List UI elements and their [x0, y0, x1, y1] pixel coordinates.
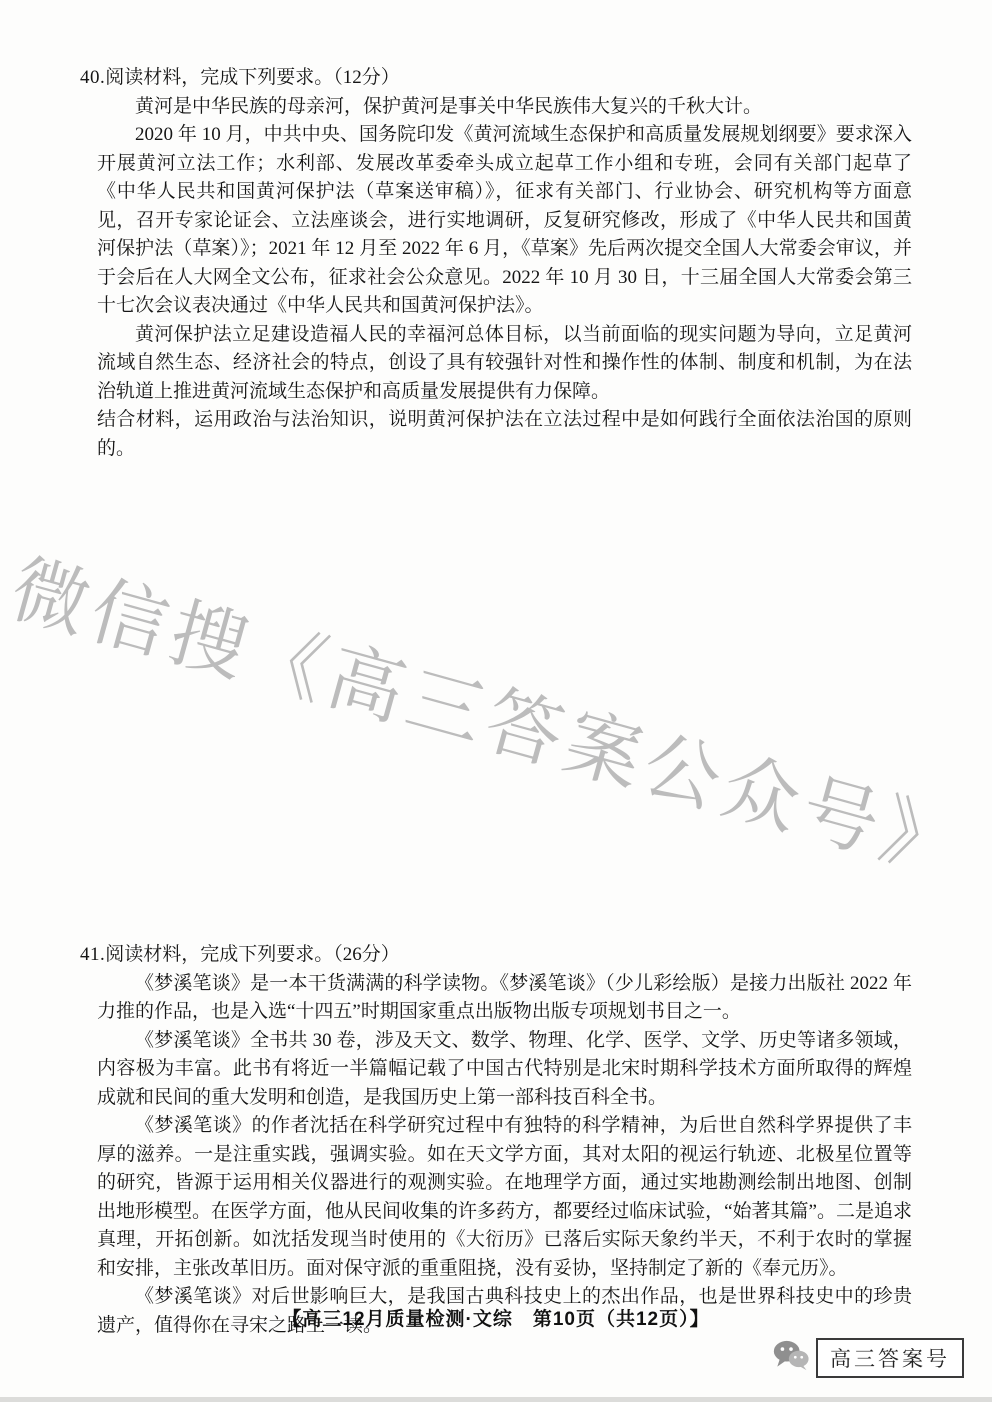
- page-content: [80, 64, 912, 1340]
- question-41: [80, 941, 912, 1340]
- question-40-title: 阅读材料，完成下列要求。（12分）: [105, 67, 400, 88]
- wechat-icon: [773, 1340, 809, 1376]
- question-40-task: 结合材料，运用政治与法治知识，说明黄河保护法在立法过程中是如何践行全面依法治国的原则的。: [97, 409, 912, 459]
- question-41-paragraph: 《梦溪笔谈》对后世影响巨大，是我国古典科技史上的杰出作品，也是世界科技史中的珍贵遗产，值得你在寻宋之路上一读。: [97, 1286, 912, 1336]
- question-41-paragraph: 《梦溪笔谈》的作者沈括在科学研究过程中有独特的科学精神，为后世自然科学界提供了丰厚的滋养。一是注重实践，强调实验。如在天文学方面，其对太阳的视运行轨迹、北极星位置等的研究，皆源于运用相关仪器进行的观测实验。在地理学方面，通过实地勘测绘制出地图、创制出地形模型。在医学方面，他从民间收集的许多药方，都要经过临床试验，“始著其篇”。二是追求真理，开拓创新。如沈括发现当时使用的《大衍历》已落后实际天象约半天，不利于农时的掌握和安排，主张改革旧历。面对保守派的重重阻挠，没有妥协，坚持制定了新的《奉元历》。: [97, 1115, 912, 1279]
- question-41-title: 阅读材料，完成下列要求。（26分）: [105, 944, 400, 965]
- question-40-paragraph: 黄河保护法立足建设造福人民的幸福河总体目标，以当前面临的现实问题为导向，立足黄河流域自然生态、经济社会的特点，创设了具有较强针对性和操作性的体制、制度和机制，为在法治轨道上推进黄河流域生态保护和高质量发展提供有力保障。: [97, 323, 912, 402]
- question-41-number: 41.: [80, 944, 106, 965]
- question-40-number: 40.: [80, 67, 106, 88]
- scan-bottom-edge: [0, 1397, 992, 1402]
- question-40-paragraph: 黄河是中华民族的母亲河，保护黄河是事关中华民族伟大复兴的千秋大计。: [135, 95, 763, 117]
- wechat-badge-label: 高三答案号: [816, 1338, 964, 1378]
- question-41-paragraph: 《梦溪笔谈》是一本干货满满的科学读物。《梦溪笔谈》（少儿彩绘版）是接力出版社 2022 年力推的作品，也是入选“十四五”时期国家重点出版物出版专项规划书目之一。: [97, 972, 912, 1022]
- question-40: [80, 64, 912, 463]
- diagonal-watermark: 微信搜《高三答案公众号》: [2, 547, 973, 892]
- question-41-paragraph: 《梦溪笔谈》全书共 30 卷，涉及天文、数学、物理、化学、医学、文学、历史等诸多领域，内容极为丰富。此书有将近一半篇幅记载了中国古代特别是北宋时期科学技术方面所取得的辉煌成就和民间的重大发明和创造，是我国历史上第一部科技百科全书。: [97, 1029, 912, 1108]
- page-footer: 【高三12月质量检测·文综 第10页（共12页）】: [282, 1309, 710, 1330]
- wechat-badge: [773, 1338, 964, 1378]
- question-40-paragraph: 2020 年 10 月，中共中央、国务院印发《黄河流域生态保护和高质量发展规划纲要》要求深入开展黄河立法工作；水利部、发展改革委牵头成立起草工作小组和专班，会同有关部门起草了《中华人民共和国黄河保护法（草案送审稿）》，征求有关部门、行业协会、研究机构等方面意见，召开专家论证会、立法座谈会，进行实地调研，反复研究修改，形成了《中华人民共和国黄河保护法（草案）》；2021 年 12 月至 2022 年 6 月，《草案》先后两次提交全国人大常委会审议，并于会后在人大网全文公布，征求社会公众意见。2022 年 10 月 30 日，十三届全国人大常委会第三十七次会议表决通过《中华人民共和国黄河保护法》。: [97, 124, 912, 316]
- question-40-heading: [80, 64, 912, 93]
- question-41-heading: [80, 941, 912, 970]
